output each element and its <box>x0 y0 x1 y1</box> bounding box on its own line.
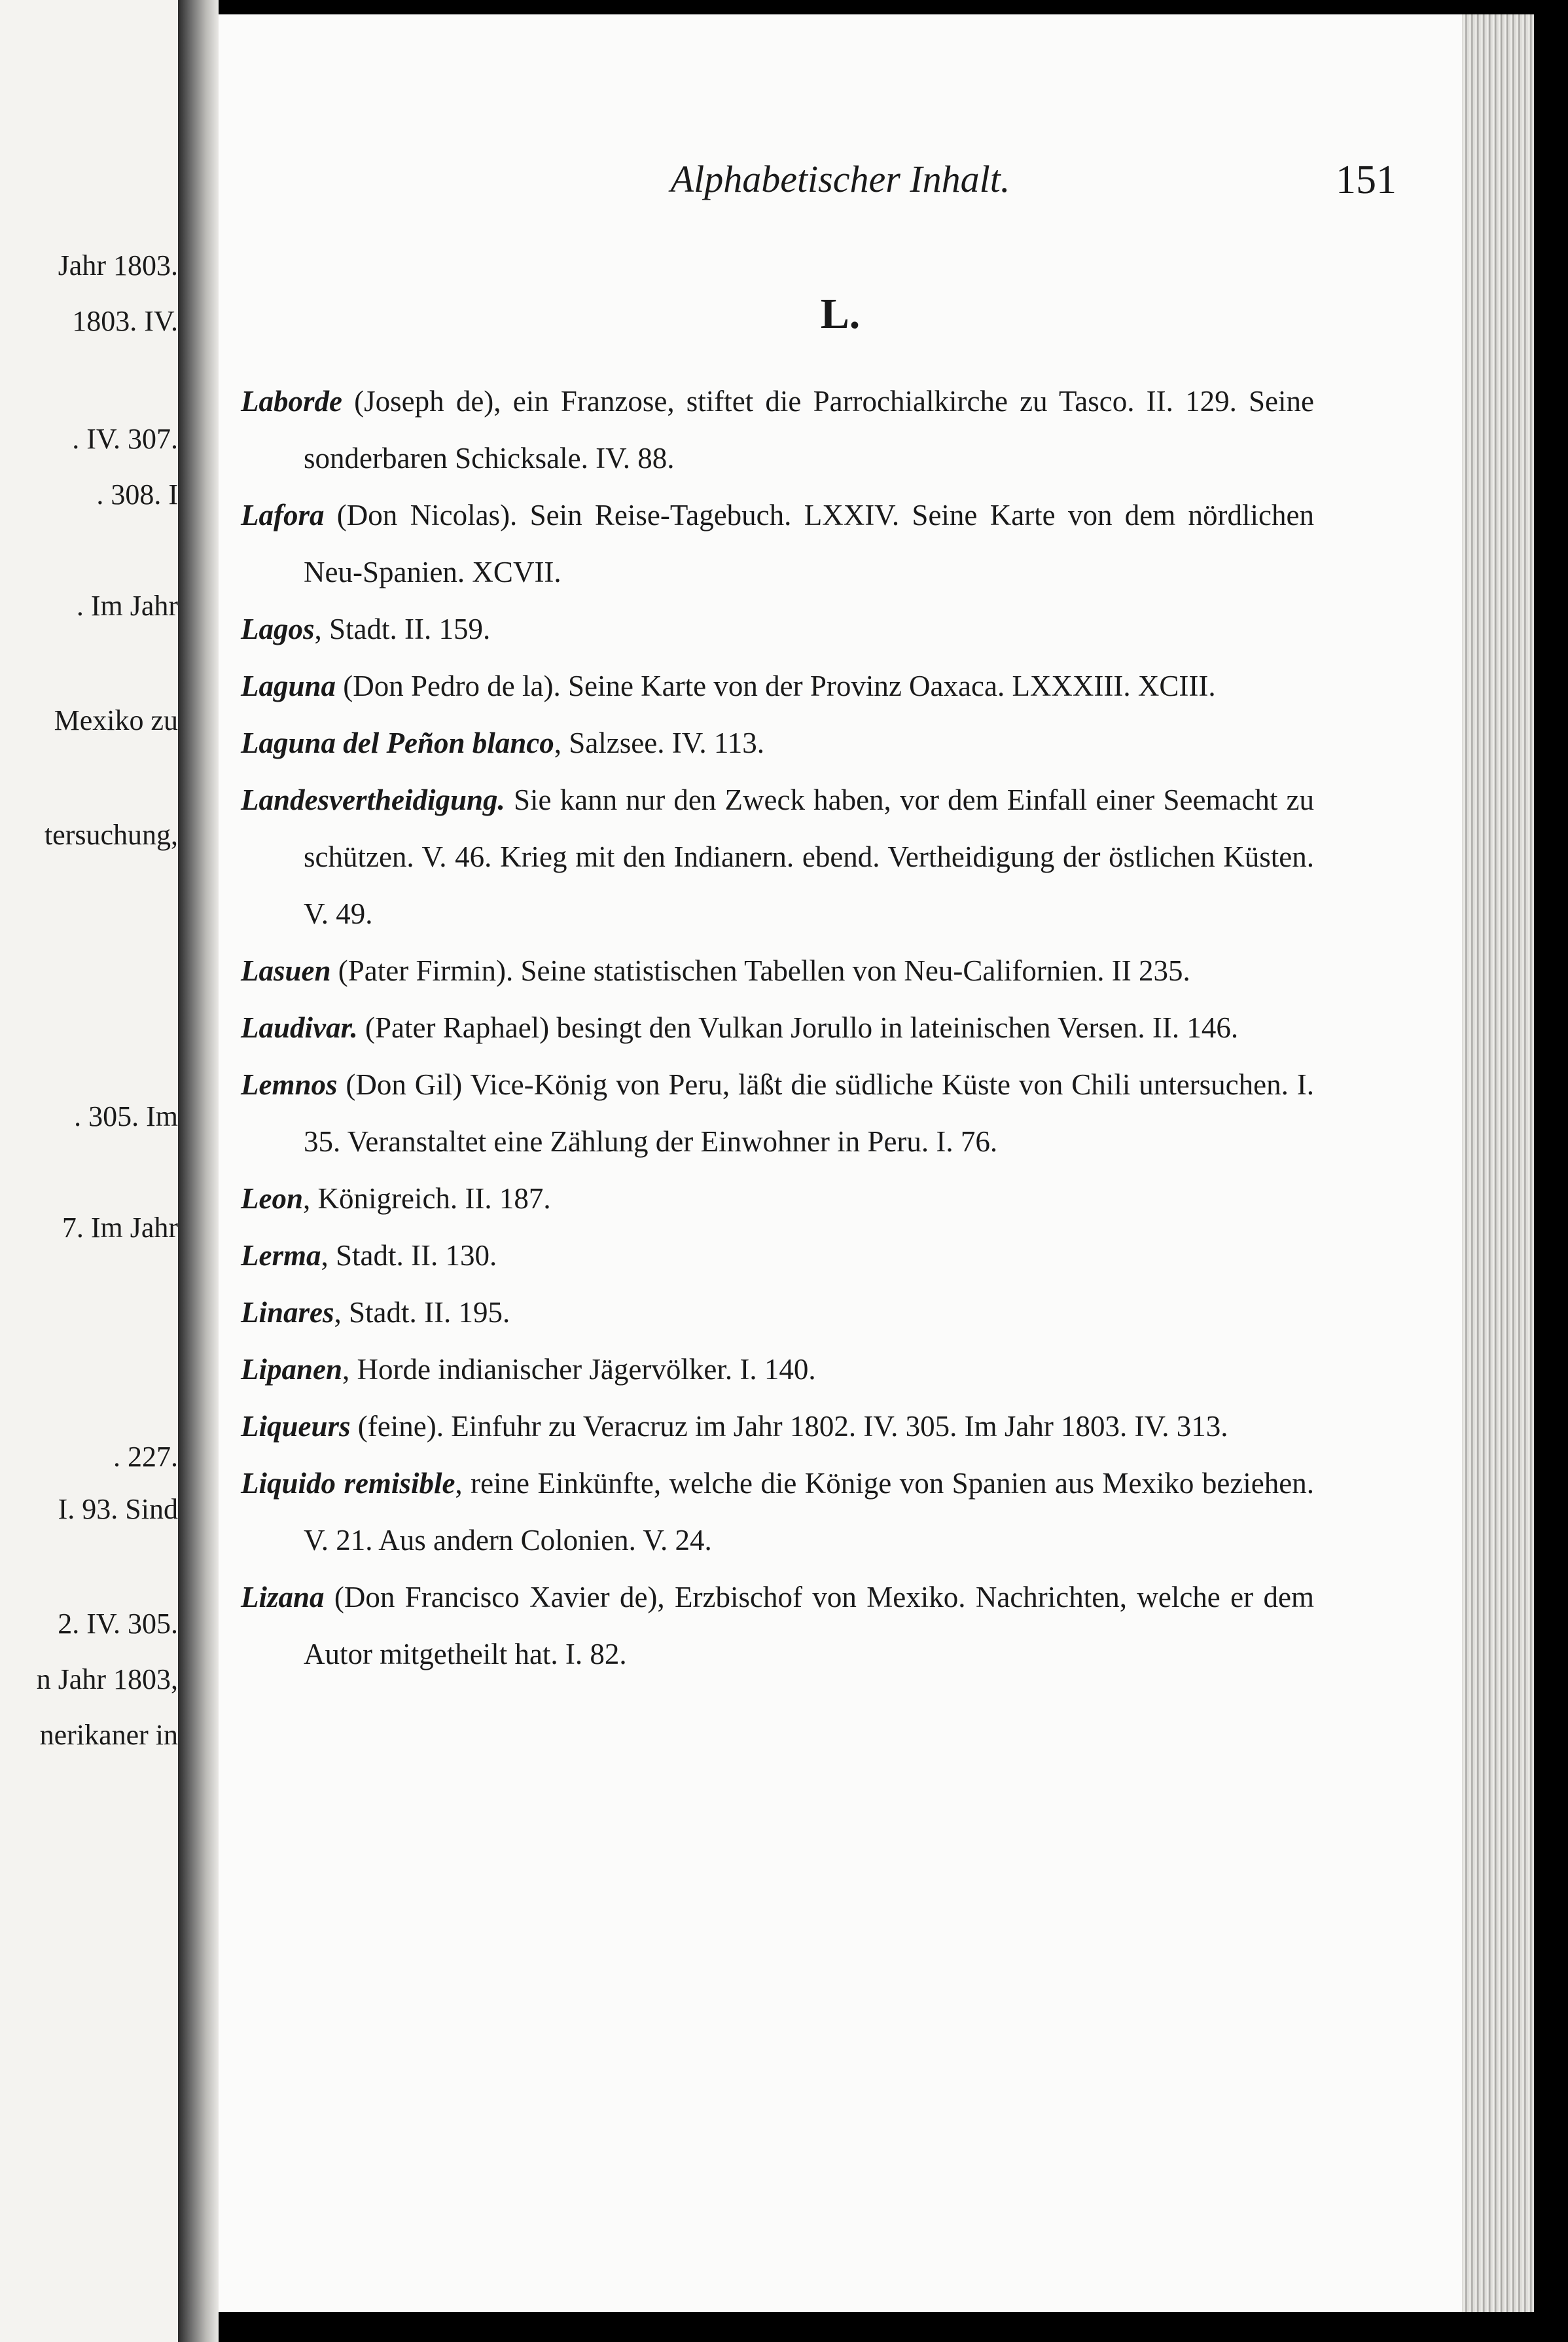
previous-page-text-fragment: 7. Im Jahr <box>62 1212 178 1244</box>
index-entry <box>241 715 1314 772</box>
index-entries <box>241 373 1314 1683</box>
book-page <box>219 14 1462 2312</box>
previous-page-text-fragment: . 227. <box>113 1441 178 1473</box>
previous-page-text-fragment: 2. IV. 305. <box>58 1608 178 1640</box>
index-entry-text: , Horde indianischer Jägervölker. I. 140. <box>342 1353 816 1386</box>
index-entry-term: Lipanen <box>241 1353 343 1386</box>
index-entry <box>241 1284 1314 1341</box>
index-entry-text: (Don Nicolas). Sein Reise-Tagebuch. LXXIV. Seine Karte von dem nördlichen Neu-Spanien. XCVII. <box>304 499 1314 588</box>
previous-page-text-fragment: nerikaner in <box>39 1719 178 1751</box>
index-entry-term: Lemnos <box>241 1068 338 1101</box>
index-entry-term: Laguna del Peñon blanco <box>241 727 554 759</box>
index-entry <box>241 1056 1314 1170</box>
previous-page-text-fragment: . Im Jahr <box>76 590 178 622</box>
index-entry <box>241 1000 1314 1056</box>
index-entry-term: Laguna <box>241 670 336 702</box>
index-entry-text: Sie kann nur den Zweck haben, vor dem Einfall einer Seemacht zu schützen. V. 46. Krieg mit den Indianern. ebend. Vertheidigung der östlichen Küsten. V. 49. <box>304 784 1314 930</box>
index-entry-text: (Joseph de), ein Franzose, stiftet die Parrochialkirche zu Tasco. II. 129. Seine sonderbaren Schicksale. IV. 88. <box>304 385 1314 475</box>
previous-page-text-fragment: I. 93. Sind <box>58 1493 178 1525</box>
previous-page-text-fragment: Mexiko zu <box>54 704 178 736</box>
previous-page-text-fragment: . IV. 307. <box>72 423 178 455</box>
index-entry <box>241 601 1314 658</box>
index-entry <box>241 1455 1314 1569</box>
index-entry-term: Lasuen <box>241 954 331 987</box>
index-entry-term: Lagos <box>241 613 315 645</box>
previous-page-text-fragment: . 305. Im <box>74 1100 178 1132</box>
book-gutter <box>178 0 219 2342</box>
index-entry-term: Lerma <box>241 1239 321 1272</box>
index-entry-text: , Königreich. II. 187. <box>303 1182 551 1215</box>
index-entry <box>241 1170 1314 1227</box>
index-entry-text: , Stadt. II. 159. <box>314 613 491 645</box>
previous-page-text-fragment: Jahr 1803. <box>58 249 178 281</box>
index-entry <box>241 1341 1314 1398</box>
index-entry-term: Leon <box>241 1182 303 1215</box>
section-letter: L. <box>820 290 861 338</box>
index-entry-text: , Stadt. II. 130. <box>321 1239 497 1272</box>
index-entry-text: (Don Pedro de la). Seine Karte von der Provinz Oaxaca. LXXXIII. XCIII. <box>336 670 1216 702</box>
index-entry-term: Linares <box>241 1296 334 1329</box>
previous-page-fragment <box>0 0 178 2342</box>
index-entry-term: Lizana <box>241 1581 325 1613</box>
index-entry-text: , Salzsee. IV. 113. <box>554 727 764 759</box>
index-entry <box>241 1227 1314 1284</box>
index-entry-term: Landesvertheidigung. <box>241 784 505 816</box>
index-entry-text: , reine Einkünfte, welche die Könige von Spanien aus Mexiko beziehen. V. 21. Aus andern Colonien. V. 24. <box>304 1467 1314 1557</box>
previous-page-text-fragment: tersuchung, <box>44 819 178 851</box>
index-entry-term: Liquido remisible <box>241 1467 455 1500</box>
previous-page-text-fragment: n Jahr 1803, <box>36 1663 178 1695</box>
index-entry-text: (Don Francisco Xavier de), Erzbischof von Mexiko. Nachrichten, welche er dem Autor mitgetheilt hat. I. 82. <box>304 1581 1314 1670</box>
previous-page-text-fragment: . 308. I <box>96 478 178 511</box>
index-entry <box>241 487 1314 601</box>
index-entry-text: (Don Gil) Vice-König von Peru, läßt die südliche Küste von Chili untersuchen. I. 35. Veranstaltet eine Zählung der Einwohner in Peru. I. 76. <box>304 1068 1314 1158</box>
index-entry-term: Liqueurs <box>241 1410 351 1443</box>
previous-page-text-fragment: 1803. IV. <box>72 305 178 337</box>
index-entry-text: (feine). Einfuhr zu Veracruz im Jahr 1802. IV. 305. Im Jahr 1803. IV. 313. <box>350 1410 1228 1443</box>
index-entry-text: (Pater Firmin). Seine statistischen Tabellen von Neu-Californien. II 235. <box>330 954 1190 987</box>
index-entry <box>241 1398 1314 1455</box>
index-entry-term: Lafora <box>241 499 325 531</box>
index-entry <box>241 1569 1314 1683</box>
index-entry-term: Laudivar. <box>241 1011 358 1044</box>
index-entry-text: , Stadt. II. 195. <box>334 1296 510 1329</box>
page-stack-edges <box>1462 14 1534 2312</box>
index-entry-text: (Pater Raphael) besingt den Vulkan Jorullo in lateinischen Versen. II. 146. <box>357 1011 1239 1044</box>
page-header-title: Alphabetischer Inhalt. <box>670 158 1010 200</box>
index-entry <box>241 373 1314 487</box>
index-entry-term: Laborde <box>241 385 342 418</box>
index-entry <box>241 943 1314 1000</box>
index-entry <box>241 772 1314 943</box>
index-entry <box>241 658 1314 715</box>
page-number: 151 <box>1336 158 1397 202</box>
